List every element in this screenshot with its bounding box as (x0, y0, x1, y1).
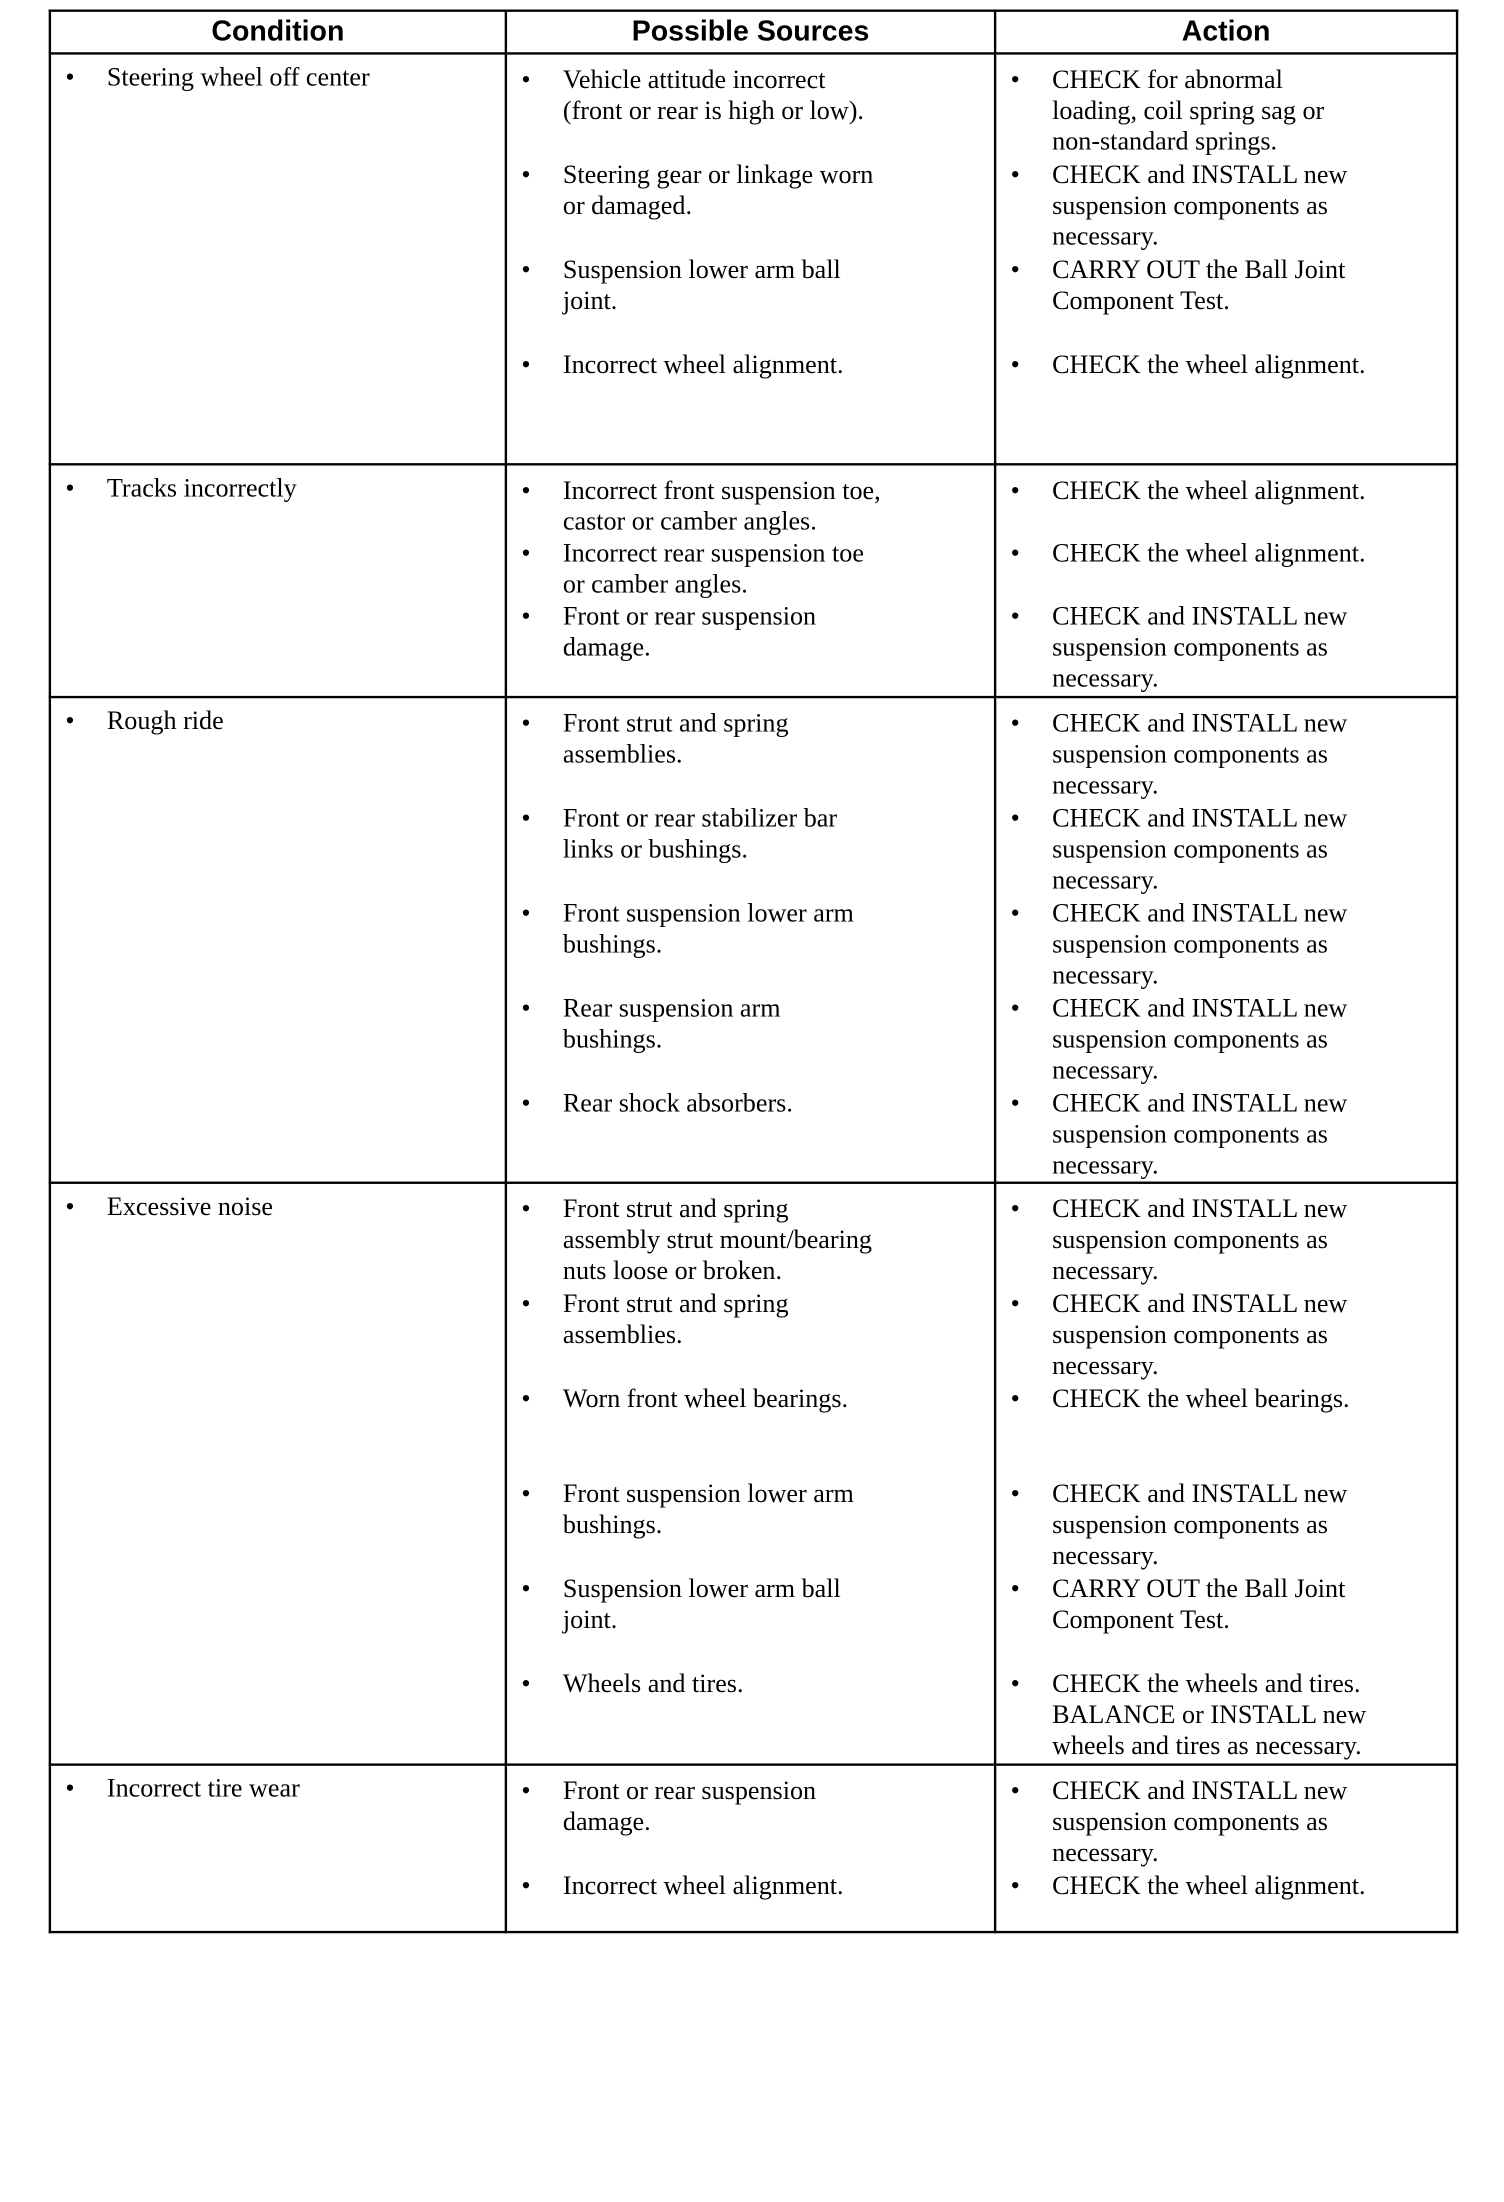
source-item (507, 1775, 816, 1837)
action-item-line: CHECK and INSTALL new (1052, 802, 1348, 833)
action-item (996, 803, 1347, 896)
source-item (507, 993, 780, 1055)
bullet-icon: • (521, 1087, 531, 1118)
action-item-line: CHECK and INSTALL new (1052, 159, 1348, 189)
source-item (507, 1478, 854, 1540)
source-item-line: bushings. (562, 1023, 663, 1054)
condition-item-line: Excessive noise (106, 1191, 274, 1221)
source-item (507, 1193, 872, 1286)
action-item-line: necessary. (1052, 959, 1159, 990)
sources-cell (506, 53, 995, 464)
source-item-line: damage. (562, 1806, 651, 1836)
bullet-icon: • (1010, 802, 1020, 833)
bullet-icon: • (1010, 1288, 1020, 1319)
bullet-icon: • (1010, 992, 1020, 1023)
bullet-icon: • (521, 897, 531, 928)
action-item-line: suspension components as (1052, 1509, 1328, 1539)
source-item-line: links or bushings. (562, 833, 748, 864)
action-item-line: necessary. (1052, 1054, 1159, 1085)
table-row (50, 1765, 1457, 1932)
action-item-line: CHECK and INSTALL new (1052, 897, 1348, 928)
header-row (50, 11, 1457, 54)
action-item-line: CHECK and INSTALL new (1052, 1288, 1348, 1319)
action-item-line: Component Test. (1052, 1604, 1230, 1634)
bullet-icon: • (521, 475, 531, 505)
source-item (507, 538, 864, 600)
action-cell (995, 53, 1457, 464)
action-item-line: CHECK the wheels and tires. (1052, 1668, 1361, 1699)
bullet-icon: • (1010, 1478, 1020, 1509)
source-item-line: Wheels and tires. (562, 1668, 744, 1699)
action-item-line: CHECK and INSTALL new (1052, 1478, 1348, 1509)
source-item-line: castor or camber angles. (562, 505, 817, 536)
source-item (507, 803, 837, 865)
action-item (996, 1668, 1366, 1761)
bullet-icon: • (521, 64, 531, 94)
action-item-line: suspension components as (1052, 1319, 1328, 1349)
action-item-line: CHECK the wheel bearings. (1052, 1383, 1350, 1414)
action-cell (995, 464, 1457, 697)
source-item-line: joint. (562, 285, 618, 315)
action-item-line: CHECK and INSTALL new (1052, 1087, 1348, 1118)
sources-cell (506, 1765, 995, 1932)
header-possible-sources: Possible Sources (506, 11, 995, 54)
condition-item (51, 62, 505, 93)
bullet-icon: • (1010, 1775, 1020, 1805)
source-item (507, 1088, 793, 1119)
bullet-icon: • (1010, 349, 1020, 379)
action-item (996, 1383, 1349, 1414)
table-row (50, 1183, 1457, 1765)
source-item-line: assemblies. (562, 738, 683, 769)
action-item-line: necessary. (1052, 1540, 1159, 1570)
action-item-line: suspension components as (1052, 631, 1328, 662)
action-item-line: CARRY OUT the Ball Joint (1052, 1573, 1346, 1604)
action-item-line: CHECK and INSTALL new (1052, 707, 1348, 738)
action-item (996, 1193, 1347, 1286)
bullet-icon: • (1010, 1573, 1020, 1604)
bullet-icon: • (521, 1193, 531, 1224)
source-item (507, 898, 854, 960)
source-item (507, 1383, 848, 1414)
bullet-icon: • (521, 1478, 531, 1509)
source-item-line: Incorrect front suspension toe, (562, 475, 881, 505)
bullet-icon: • (521, 537, 531, 568)
action-item (996, 349, 1365, 380)
diagnosis-table (49, 10, 1459, 1934)
bullet-icon: • (521, 1668, 531, 1699)
bullet-icon: • (1010, 1668, 1020, 1699)
source-item-line: Incorrect wheel alignment. (562, 1870, 844, 1900)
condition-item-line: Rough ride (106, 705, 224, 736)
bullet-icon: • (1010, 254, 1020, 284)
bullet-icon: • (521, 1775, 531, 1805)
action-item-line: necessary. (1052, 1350, 1159, 1380)
header-action: Action (995, 11, 1457, 54)
bullet-icon: • (521, 600, 531, 631)
bullet-icon: • (1010, 1193, 1020, 1224)
source-item (507, 475, 881, 537)
action-item-line: CHECK and INSTALL new (1052, 992, 1348, 1023)
action-item-line: suspension components as (1052, 738, 1328, 769)
sources-cell (506, 1183, 995, 1765)
source-item-line: Front or rear suspension (562, 600, 817, 631)
bullet-icon: • (521, 349, 531, 379)
source-item (507, 1668, 743, 1699)
source-item-line: Steering gear or linkage worn (562, 159, 874, 189)
action-item-line: necessary. (1052, 1837, 1159, 1867)
action-item (996, 601, 1347, 694)
source-item-line: Rear suspension arm (562, 992, 781, 1023)
action-item (996, 64, 1324, 157)
action-item-line: CHECK the wheel alignment. (1052, 475, 1366, 505)
action-item (996, 1573, 1345, 1635)
source-item-line: Suspension lower arm ball (562, 254, 841, 284)
source-item-line: Incorrect rear suspension toe (562, 537, 864, 568)
action-item-line: Component Test. (1052, 285, 1230, 315)
condition-cell (50, 464, 506, 697)
table-row (50, 697, 1457, 1183)
source-item-line: assemblies. (562, 1319, 683, 1349)
source-item-line: damage. (562, 631, 651, 662)
header-condition: Condition (50, 11, 506, 54)
condition-item (51, 705, 505, 736)
action-item-line: CHECK and INSTALL new (1052, 1775, 1348, 1805)
bullet-icon: • (521, 992, 531, 1023)
source-item-line: Rear shock absorbers. (562, 1087, 793, 1118)
bullet-icon: • (1010, 1383, 1020, 1414)
source-item-line: bushings. (562, 1509, 663, 1539)
condition-item-line: Incorrect tire wear (106, 1772, 300, 1803)
action-item-line: CARRY OUT the Ball Joint (1052, 254, 1346, 284)
bullet-icon: • (521, 707, 531, 738)
table-body (50, 53, 1457, 1932)
action-item (996, 708, 1347, 801)
action-item (996, 1775, 1347, 1868)
bullet-icon: • (521, 1870, 531, 1900)
bullet-icon: • (1010, 1087, 1020, 1118)
source-item (507, 254, 841, 316)
action-item-line: CHECK for abnormal (1052, 64, 1283, 94)
action-item-line: necessary. (1052, 1255, 1159, 1285)
source-item (507, 1288, 789, 1350)
bullet-icon: • (1010, 64, 1020, 94)
action-item-line: necessary. (1052, 769, 1159, 800)
bullet-icon: • (1010, 475, 1020, 505)
action-item-line: wheels and tires as necessary. (1052, 1730, 1362, 1760)
source-item (507, 601, 816, 663)
action-item (996, 159, 1347, 252)
source-item-line: Suspension lower arm ball (562, 1573, 841, 1604)
action-item-line: suspension components as (1052, 190, 1328, 220)
bullet-icon: • (65, 1772, 75, 1803)
source-item-line: Front suspension lower arm (562, 897, 854, 928)
condition-cell (50, 53, 506, 464)
action-item-line: suspension components as (1052, 928, 1328, 959)
action-cell (995, 697, 1457, 1183)
bullet-icon: • (1010, 707, 1020, 738)
source-item (507, 1573, 841, 1635)
source-item-line: Front strut and spring (562, 1288, 789, 1319)
action-item-line: CHECK and INSTALL new (1052, 1193, 1348, 1224)
bullet-icon: • (1010, 537, 1020, 568)
condition-item-line: Steering wheel off center (106, 61, 370, 92)
bullet-icon: • (65, 1191, 75, 1221)
action-item-line: loading, coil spring sag or (1052, 95, 1325, 125)
action-cell (995, 1183, 1457, 1765)
bullet-icon: • (1010, 159, 1020, 189)
source-item-line: joint. (562, 1604, 618, 1634)
action-item-line: non-standard springs. (1052, 125, 1278, 156)
action-item-line: BALANCE or INSTALL new (1052, 1699, 1367, 1729)
bullet-icon: • (521, 254, 531, 284)
action-item (996, 993, 1347, 1086)
source-item-line: Vehicle attitude incorrect (562, 64, 826, 94)
action-item-line: necessary. (1052, 864, 1159, 895)
bullet-icon: • (1010, 897, 1020, 928)
action-item (996, 1870, 1365, 1901)
bullet-icon: • (521, 802, 531, 833)
source-item-line: Front strut and spring (562, 707, 789, 738)
action-item-line: necessary. (1052, 220, 1159, 251)
action-item-line: necessary. (1052, 662, 1159, 693)
condition-cell (50, 1765, 506, 1932)
condition-item (51, 1773, 505, 1804)
action-cell (995, 1765, 1457, 1932)
condition-cell (50, 697, 506, 1183)
action-item-line: suspension components as (1052, 1806, 1328, 1836)
bullet-icon: • (521, 1383, 531, 1414)
action-item-line: suspension components as (1052, 833, 1328, 864)
source-item-line: Front or rear stabilizer bar (562, 802, 838, 833)
source-item-line: assembly strut mount/bearing (562, 1224, 872, 1254)
table-row (50, 53, 1457, 464)
action-item-line: CHECK the wheel alignment. (1052, 537, 1366, 568)
source-item (507, 159, 873, 221)
source-item-line: Front or rear suspension (562, 1775, 817, 1805)
source-item-line: or damaged. (562, 190, 692, 220)
source-item-line: (front or rear is high or low). (562, 95, 864, 125)
action-item-line: suspension components as (1052, 1224, 1328, 1254)
action-item-line: necessary. (1052, 1149, 1159, 1180)
action-item (996, 254, 1345, 316)
sources-cell (506, 697, 995, 1183)
action-item (996, 1478, 1347, 1571)
action-item-line: CHECK the wheel alignment. (1052, 349, 1366, 379)
source-item-line: nuts loose or broken. (562, 1255, 783, 1285)
source-item (507, 349, 844, 380)
action-item-line: CHECK the wheel alignment. (1052, 1870, 1366, 1900)
bullet-icon: • (1010, 1870, 1020, 1900)
condition-item (51, 473, 505, 504)
condition-cell (50, 1183, 506, 1765)
condition-item-line: Tracks incorrectly (106, 472, 297, 503)
action-item (996, 898, 1347, 991)
action-item (996, 1088, 1347, 1181)
action-item-line: CHECK and INSTALL new (1052, 600, 1348, 631)
action-item (996, 1288, 1347, 1381)
table-row (50, 464, 1457, 697)
source-item-line: Worn front wheel bearings. (562, 1383, 849, 1414)
source-item (507, 64, 864, 126)
action-item (996, 538, 1365, 569)
bullet-icon: • (1010, 600, 1020, 631)
sources-cell (506, 464, 995, 697)
source-item-line: or camber angles. (562, 568, 748, 599)
bullet-icon: • (521, 1573, 531, 1604)
source-item-line: Front suspension lower arm (562, 1478, 854, 1509)
bullet-icon: • (521, 159, 531, 189)
source-item-line: bushings. (562, 928, 663, 959)
action-item (996, 475, 1365, 506)
source-item (507, 1870, 844, 1901)
bullet-icon: • (65, 472, 75, 503)
bullet-icon: • (521, 1288, 531, 1319)
condition-item (51, 1191, 505, 1222)
action-item-line: suspension components as (1052, 1023, 1328, 1054)
source-item-line: Front strut and spring (562, 1193, 789, 1224)
bullet-icon: • (65, 705, 75, 736)
source-item-line: Incorrect wheel alignment. (562, 349, 844, 379)
source-item (507, 708, 789, 770)
action-item-line: suspension components as (1052, 1118, 1328, 1149)
bullet-icon: • (65, 61, 75, 92)
